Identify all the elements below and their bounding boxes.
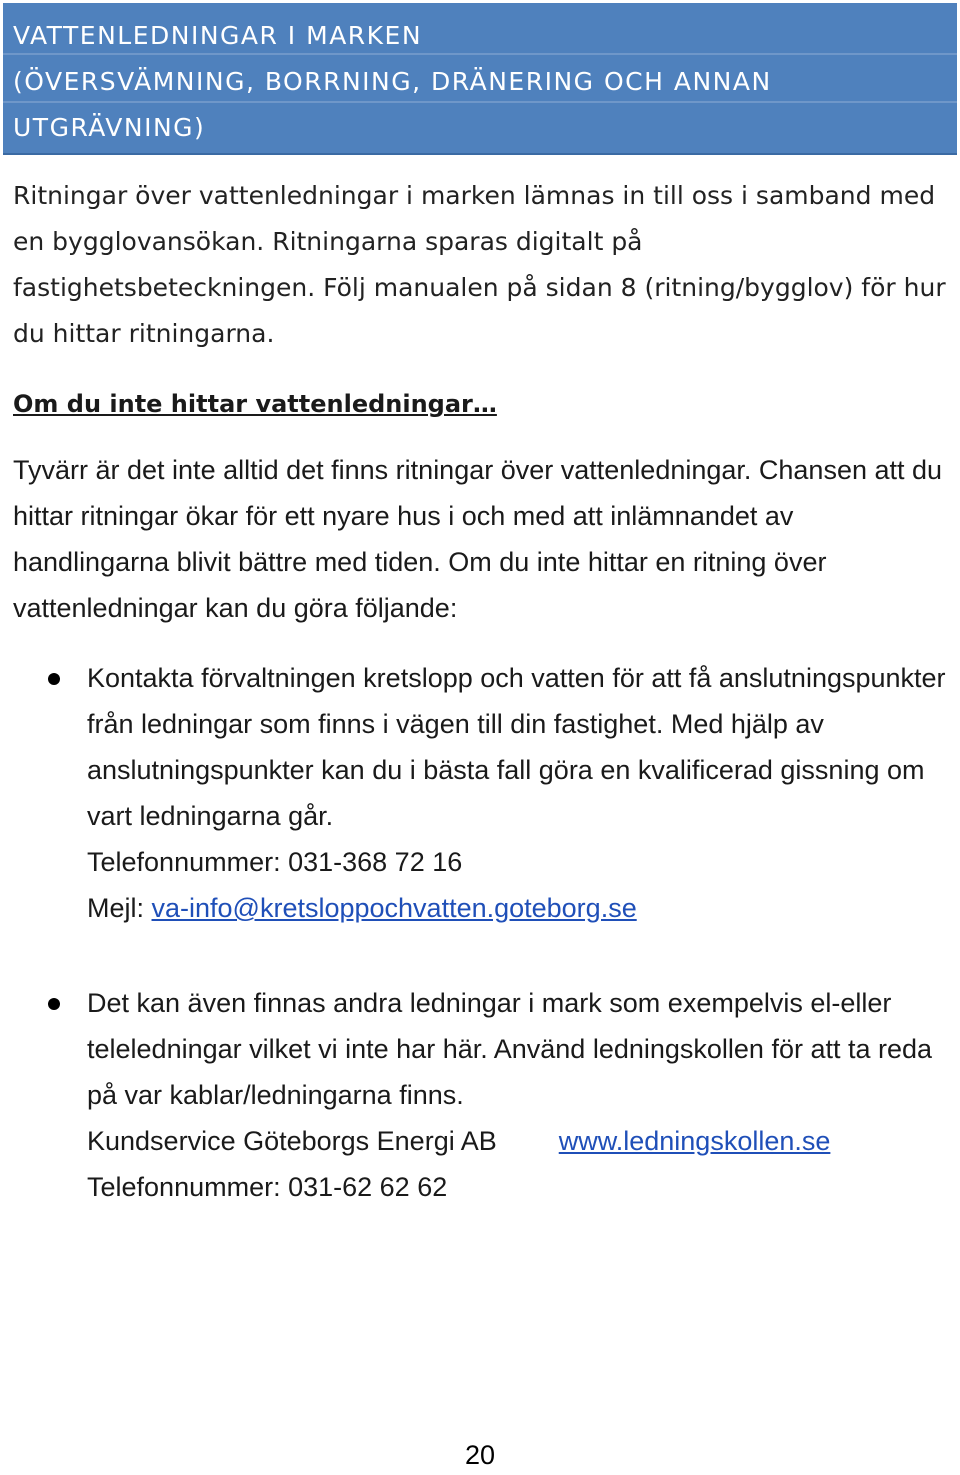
bullet-icon [48, 998, 70, 1020]
company-name: Kundservice Göteborgs Energi AB [87, 1126, 497, 1156]
phone-number: Telefonnummer: 031-368 72 16 [87, 847, 463, 877]
company-line [87, 1118, 947, 1164]
page-number: 20 [464, 1440, 496, 1470]
bullet-text: Det kan även finnas andra ledningar i mark som exempelvis el-eller teleledningar vilket vi inte har här. Använd ledningskollen för att ta reda på var kablar/ledningarna finns. [87, 988, 933, 1110]
subheading: Om du inte hittar vattenledningar… [13, 390, 497, 418]
email-label: Mejl: [87, 893, 152, 923]
bullet-icon [48, 673, 70, 695]
phone-number: Telefonnummer: 031-62 62 62 [87, 1172, 448, 1202]
section-title: VATTENLEDNINGAR I MARKEN (ÖVERSVÄMNING, BORRNING, DRÄNERING OCH ANNAN UTGRÄVNING) [13, 21, 772, 142]
email-link[interactable]: va-info@kretsloppochvatten.goteborg.se [151, 893, 637, 923]
bullet-text: Kontakta förvaltningen kretslopp och vatten för att få anslutningspunkter från ledningar som finns i vägen till din fastighet. Med hjälp av anslutningspunkter kan du i bästa fall göra en kvalificerad gissning om vart ledningarna går. [87, 663, 946, 831]
intro-paragraph: Ritningar över vattenledningar i marken lämnas in till oss i samband med en bygglovansökan. Ritningarna sparas digitalt på fastighetsbeteckningen. Följ manualen på sidan 8 (ritning/bygglov) för hur du hittar ritningarna. [13, 181, 946, 348]
bullet-dot [48, 998, 60, 1010]
body-paragraph: Tyvärr är det inte alltid det finns ritningar över vattenledningar. Chansen att du hittar ritningar ökar för ett nyare hus i och med att inlämnandet av handlingarna blivit bättre med tiden. Om du inte hittar en ritning över vattenledningar kan du göra följande: [13, 455, 943, 623]
bullet-item-contact [87, 655, 947, 931]
bullet-dot [48, 673, 60, 685]
section-header [3, 3, 957, 155]
email-line [87, 885, 947, 931]
website-link[interactable]: www.ledningskollen.se [558, 1126, 831, 1156]
bullet-item-ledningskollen [87, 980, 947, 1210]
